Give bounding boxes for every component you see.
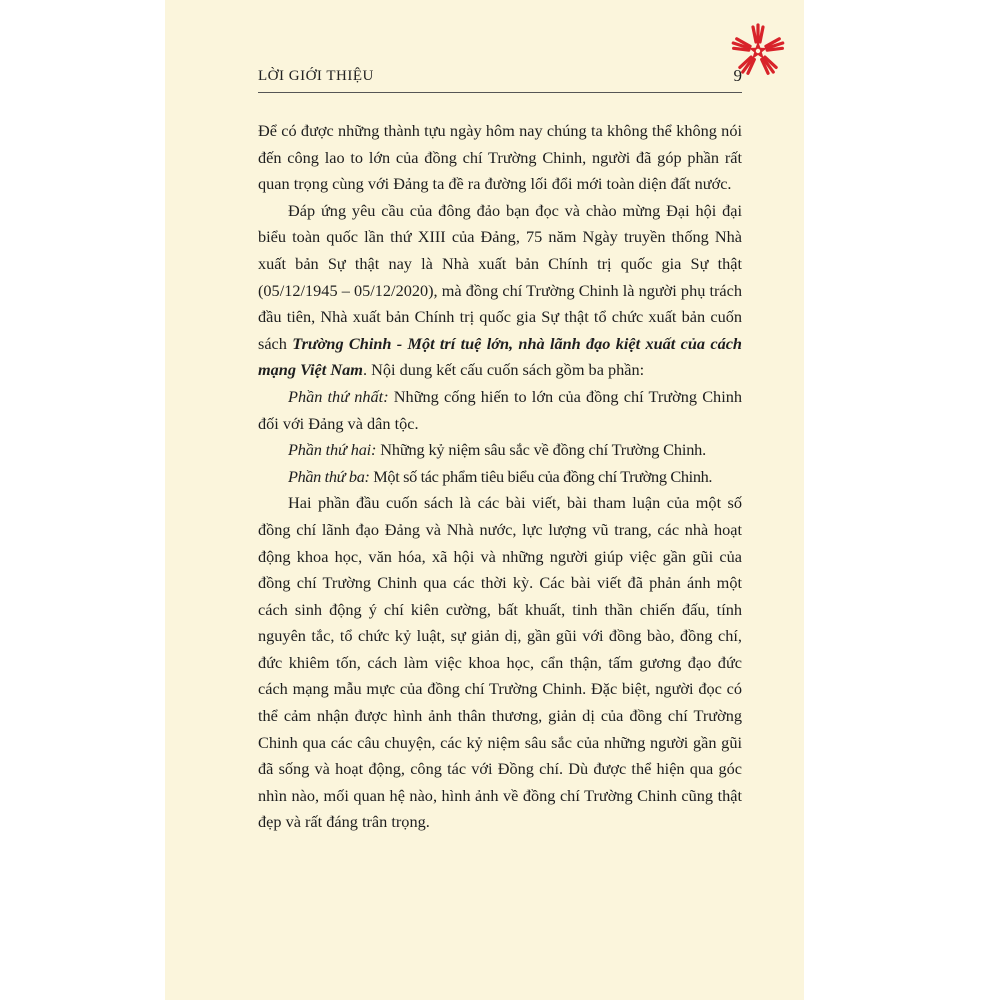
part-one-item [258,384,742,437]
paragraph-publication [258,198,742,384]
publication-text-after: . Nội dung kết cấu cuốn sách gồm ba phần: [362,360,645,380]
part-one-text: Những cống hiến to lớn của đồng chí Trường Chinh đối với Đảng và dân tộc. [258,386,742,433]
book-title: Trường Chinh - Một trí tuệ lớn, nhà lãnh đạo kiệt xuất của cách mạng Việt Nam [258,333,742,380]
body-text [258,118,742,836]
running-header [258,66,742,93]
book-page [165,0,804,1000]
part-three-text: Một số tác phẩm tiêu biểu của đồng chí Trường Chinh. [369,466,713,486]
publication-text-before: Đáp ứng yêu cầu của đông đảo bạn đọc và chào mừng Đại hội đại biểu toàn quốc lần thứ XIII của Đảng, 75 năm Ngày truyền thống Nhà xuất bản Sự thật nay là Nhà xuất bản Chính trị quốc gia Sự thật (05/12/1945 – 05/12/2020), mà đồng chí Trường Chinh là người phụ trách đầu tiên, Nhà xuất bản Chính trị quốc gia Sự thật tổ chức xuất bản cuốn sách [258,200,742,353]
part-one-label: Phần thứ nhất: [288,386,389,406]
part-two-label: Phần thứ hai: [288,440,377,460]
part-two-item [258,437,742,464]
part-two-text: Những kỷ niệm sâu sắc về đồng chí Trường Chinh. [376,440,707,460]
part-three-item [258,464,742,491]
part-three-label: Phần thứ ba: [288,466,370,486]
paragraph-summary: Hai phần đầu cuốn sách là các bài viết, bài tham luận của một số đồng chí lãnh đạo Đảng và Nhà nước, lực lượng vũ trang, các nhà hoạt động khoa học, văn hóa, xã hội và những người giúp việc gần gũi của đồng chí Trường Chinh qua các thời kỳ. Các bài viết đã phản ánh một cách sinh động ý chí kiên cường, bất khuất, tinh thần chiến đấu, tính nguyên tắc, tổ chức kỷ luật, sự giản dị, gần gũi với đồng bào, đồng chí, đức khiêm tốn, cách làm việc khoa học, cẩn thận, tấm gương đạo đức cách mạng mẫu mực của đồng chí Trường Chinh. Đặc biệt, người đọc có thể cảm nhận được hình ảnh thân thương, giản dị của đồng chí Trường Chinh qua các câu chuyện, các kỷ niệm sâu sắc của những người gần gũi đã sống và hoạt động, công tác với Đồng chí. Dù được thể hiện qua góc nhìn nào, mối quan hệ nào, hình ảnh về đồng chí Trường Chinh cũng thật đẹp và rất đáng trân trọng. [258,493,742,832]
paragraph-intro: Để có được những thành tựu ngày hôm nay chúng ta không thể không nói đến công lao to lớn của đồng chí Trường Chinh, người đã góp phần rất quan trọng cùng với Đảng ta đề ra đường lối đổi mới toàn diện đất nước. [258,121,742,194]
running-title: LỜI GIỚI THIỆU [258,68,374,84]
page-number: 9 [733,66,742,85]
